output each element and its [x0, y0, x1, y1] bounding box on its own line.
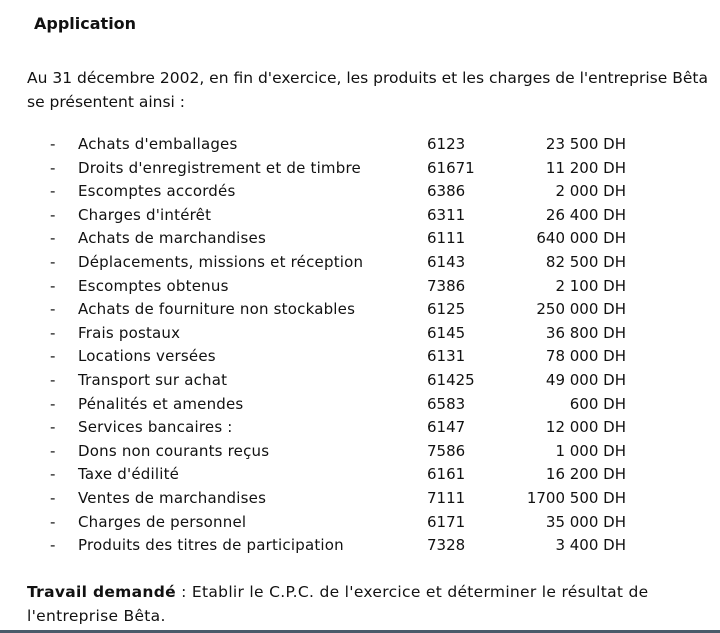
item-label: Escomptes obtenus: [78, 276, 229, 295]
item-amount: 1 000 DH: [555, 441, 626, 460]
item-code: 6131: [427, 347, 466, 366]
item-amount: 250 000 DH: [536, 300, 626, 319]
item-amount: 35 000 DH: [545, 512, 626, 531]
item-label: Produits des titres de participation: [78, 536, 344, 555]
bullet-dash: -: [50, 441, 56, 460]
task-paragraph: [27, 580, 697, 628]
item-amount: 26 400 DH: [545, 205, 626, 224]
item-code: 6161: [427, 465, 466, 484]
item-label: Achats de marchandises: [78, 229, 266, 248]
bullet-dash: -: [50, 276, 56, 295]
bullet-dash: -: [50, 488, 56, 507]
item-code: 7328: [427, 536, 466, 555]
item-label: Déplacements, missions et réception: [78, 252, 364, 271]
item-amount: 640 000 DH: [536, 229, 626, 248]
item-code: 6386: [427, 182, 466, 201]
item-code: 7586: [427, 441, 466, 460]
item-label: Ventes de marchandises: [78, 488, 267, 507]
task-text: Etablir le C.P.C. de l'exercice et déterminer le résultat de l'entreprise Bêta.: [27, 583, 649, 625]
item-label: Transport sur achat: [78, 370, 228, 389]
bullet-dash: -: [50, 512, 56, 531]
item-label: Droits d'enregistrement et de timbre: [78, 158, 361, 177]
list-item: [0, 534, 720, 558]
item-amount: 16 200 DH: [545, 465, 626, 484]
list-item: [0, 204, 720, 228]
item-label: Services bancaires :: [78, 418, 233, 437]
item-amount: 36 800 DH: [545, 323, 626, 342]
accounts-list: [0, 133, 720, 558]
item-code: 7386: [427, 276, 466, 295]
item-code: 6143: [427, 252, 466, 271]
list-item: [0, 511, 720, 535]
item-amount: 12 000 DH: [545, 418, 626, 437]
bullet-dash: -: [50, 347, 56, 366]
list-item: [0, 345, 720, 369]
item-code: 6311: [427, 205, 466, 224]
bullet-dash: -: [50, 323, 56, 342]
item-code: 6147: [427, 418, 466, 437]
bullet-dash: -: [50, 205, 56, 224]
item-label: Locations versées: [78, 347, 216, 366]
item-code: 6123: [427, 135, 466, 153]
bullet-dash: -: [50, 229, 56, 248]
item-label: Achats d'emballages: [78, 135, 238, 153]
intro-paragraph: Au 31 décembre 2002, en fin d'exercice, les produits et les charges de l'entreprise Bêta se présentent ainsi :: [27, 69, 708, 111]
item-code: 61671: [427, 158, 475, 177]
list-item: [0, 275, 720, 299]
task-separator: :: [175, 583, 192, 601]
item-label: Pénalités et amendes: [78, 394, 244, 413]
document-title: Application: [34, 14, 137, 33]
item-label: Achats de fourniture non stockables: [78, 300, 356, 319]
bullet-dash: -: [50, 252, 56, 271]
item-label: Charges de personnel: [78, 512, 247, 531]
item-label: Taxe d'édilité: [78, 465, 180, 484]
item-amount: 11 200 DH: [545, 158, 626, 177]
item-amount: 49 000 DH: [545, 370, 626, 389]
list-item: [0, 416, 720, 440]
item-amount: 2 000 DH: [555, 182, 626, 201]
item-code: 61425: [427, 370, 475, 389]
list-item: [0, 227, 720, 251]
bullet-dash: -: [50, 300, 56, 319]
item-code: 7111: [427, 488, 466, 507]
item-label: Charges d'intérêt: [78, 205, 212, 224]
list-item: [0, 251, 720, 275]
bullet-dash: -: [50, 418, 56, 437]
item-amount: 1700 500 DH: [526, 488, 626, 507]
bullet-dash: -: [50, 182, 56, 201]
bullet-dash: -: [50, 370, 56, 389]
bullet-dash: -: [50, 465, 56, 484]
item-amount: 23 500 DH: [545, 135, 626, 153]
item-label: Dons non courants reçus: [78, 441, 270, 460]
item-code: 6111: [427, 229, 466, 248]
list-item: [0, 463, 720, 487]
list-item: [0, 440, 720, 464]
item-code: 6125: [427, 300, 466, 319]
list-item: [0, 180, 720, 204]
item-code: 6145: [427, 323, 466, 342]
item-code: 6171: [427, 512, 466, 531]
bullet-dash: -: [50, 394, 56, 413]
list-item: [0, 157, 720, 181]
list-item: [0, 133, 720, 157]
item-amount: 82 500 DH: [545, 252, 626, 271]
item-amount: 2 100 DH: [555, 276, 626, 295]
bullet-dash: -: [50, 536, 56, 555]
item-label: Escomptes accordés: [78, 182, 236, 201]
item-amount: 78 000 DH: [545, 347, 626, 366]
list-item: [0, 393, 720, 417]
item-code: 6583: [427, 394, 466, 413]
item-label: Frais postaux: [78, 323, 181, 342]
list-item: [0, 298, 720, 322]
item-amount: 3 400 DH: [555, 536, 626, 555]
task-label: Travail demandé: [27, 583, 176, 601]
list-item: [0, 322, 720, 346]
list-item: [0, 369, 720, 393]
bullet-dash: -: [50, 158, 56, 177]
bullet-dash: -: [50, 135, 56, 153]
item-amount: 600 DH: [569, 394, 626, 413]
list-item: [0, 487, 720, 511]
